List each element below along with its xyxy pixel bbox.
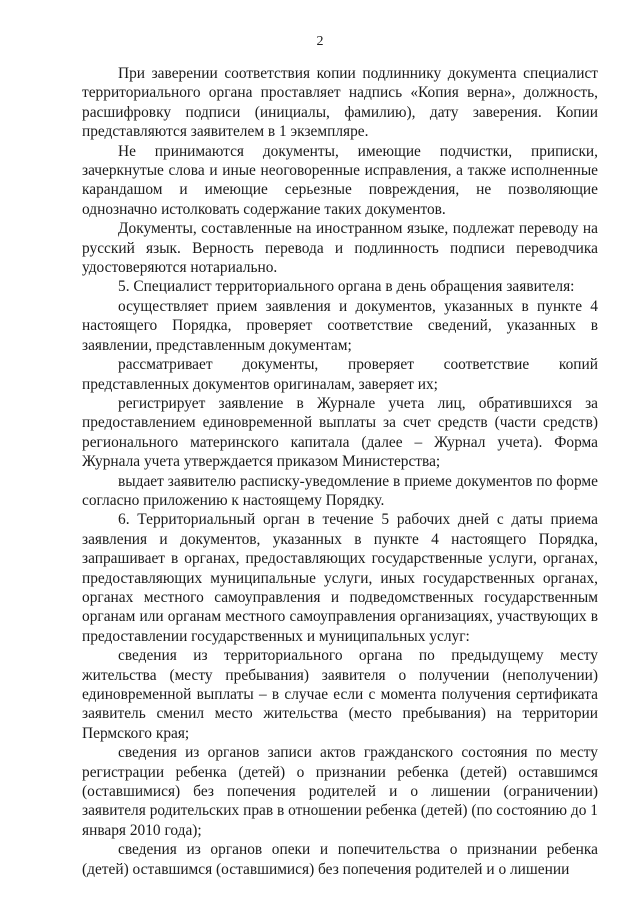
paragraph-reviews-documents: рассматривает документы, проверяет соответствие копий представленных документов оригиналам, заверяет их;	[82, 356, 598, 393]
paragraph-previous-residence: сведения из территориального органа по предыдущему месту жительства (месту пребывания) заявителя о получении (неполучении) единовременной выплаты – в случае если с момента получения сертификата заявитель сменил место жительства (место пребывания) на территории Пермского края;	[82, 647, 598, 742]
paragraph-item-5-heading: 5. Специалист территориального органа в день обращения заявителя:	[118, 278, 575, 296]
paragraph-issues-receipt: выдает заявителю расписку-уведомление в приеме документов по форме согласно приложению к настоящему Порядку.	[82, 472, 598, 509]
paragraph-civil-registry: сведения из органов записи актов гражданского состояния по месту регистрации ребенка (детей) о признании ребенка (детей) оставшимся (оставшимися) без попечения родителей и о лишении (ограничении) заявителя родительских прав в отношении ребенка (детей) (по состоянию до 1 января 2010 года);	[82, 744, 598, 839]
paragraph-registers-application: регистрирует заявление в Журнале учета лиц, обратившихся за предоставлением единовременной выплаты за счет средств (части средств) регионального материнского капитала (далее – Журнал учета). Форма Журнала учета утверждается приказом Министерства;	[82, 394, 598, 471]
page-number: 2	[316, 34, 324, 49]
paragraph-guardianship: сведения из органов опеки и попечительства о признании ребенка (детей) оставшимся (оставшимися) без попечения родителей и о лишении	[82, 841, 598, 878]
paragraph-item-6-heading: 6. Территориальный орган в течение 5 рабочих дней с даты приема заявления и документов, указанных в пункте 4 настоящего Порядка, запрашивает в органах, предоставляющих государственные услуги, органах, предоставляющих муниципальные услуги, иных государственных органах, органах местного самоуправления и подведомственных государственным органам или органам местного самоуправления организациях, участвующих в предоставлении государственных и муниципальных услуг:	[82, 511, 598, 645]
paragraph-accepts-application: осуществляет прием заявления и документов, указанных в пункте 4 настоящего Порядка, проверяет соответствие сведений, указанных в заявлении, представленным документам;	[82, 297, 598, 354]
paragraph-rejected-documents: Не принимаются документы, имеющие подчистки, приписки, зачеркнутые слова и иные неоговоренные исправления, а также исполненные карандашом и имеющие серьезные повреждения, не позволяющие однозначно истолковать содержание таких документов.	[82, 142, 598, 218]
paragraph-foreign-language: Документы, составленные на иностранном языке, подлежат переводу на русский язык. Верность перевода и подлинность подписи переводчика удостоверяются нотариально.	[82, 220, 598, 277]
paragraph-copy-certification: При заверении соответствия копии подлиннику документа специалист территориального органа проставляет надпись «Копия верна», должность, расшифровку подписи (инициалы, фамилию), дату заверения. Копии представляются заявителем в 1 экземпляре.	[82, 65, 598, 141]
document-body	[82, 64, 598, 879]
